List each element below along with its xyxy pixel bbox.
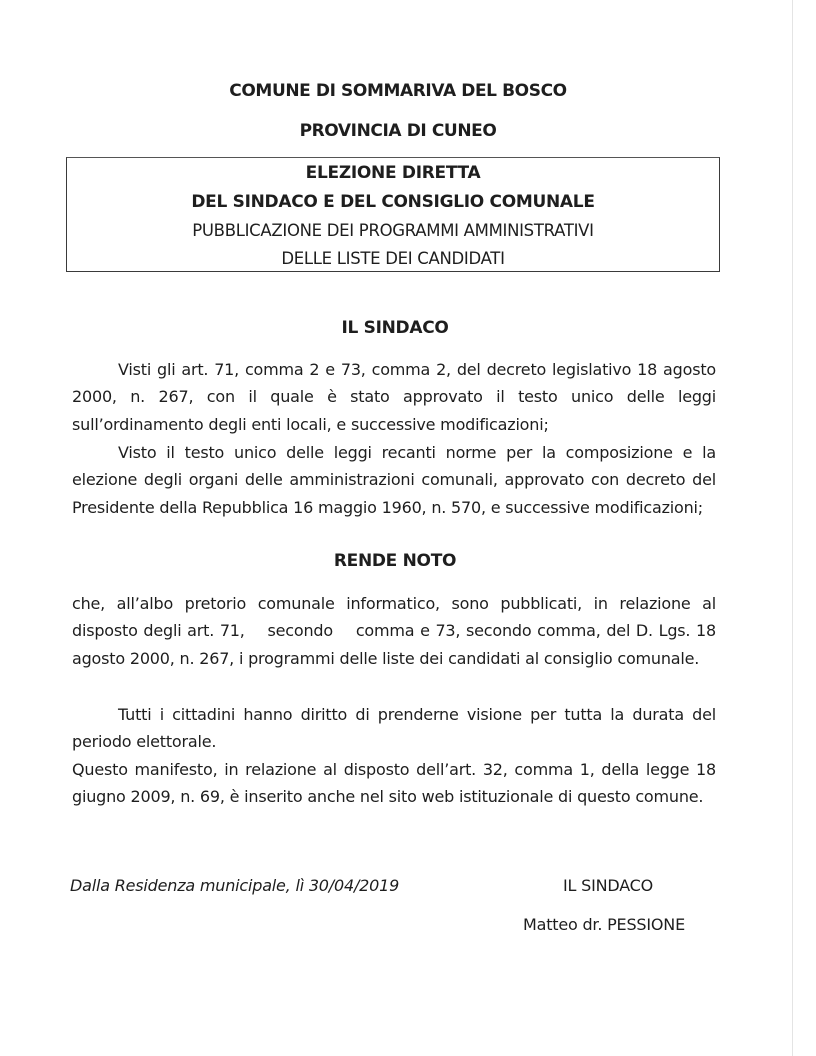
- election-title-box: [66, 157, 720, 272]
- rende-noto-heading: RENDE NOTO: [333, 551, 457, 571]
- page-edge-line: [792, 0, 793, 1056]
- paragraph-visto: Visto il testo unico delle leggi recanti norme per la composizione e la elezione degli organi delle amministrazioni comunali, approvato con decreto del Presidente della Repubblica 16 maggio 1960, n. 570, e successive modificazioni;: [72, 443, 716, 517]
- box-subtitle-line-2: DELLE LISTE DEI CANDIDATI: [281, 249, 505, 268]
- signature-name: Matteo dr. PESSIONE: [523, 915, 685, 934]
- sindaco-heading: IL SINDACO: [341, 318, 449, 338]
- signature-title: IL SINDACO: [563, 876, 654, 895]
- paragraph-pubblicazione: che, all’albo pretorio comunale informatico, sono pubblicati, in relazione al disposto degli art. 71, secondo comma e 73, secondo comma, del D. Lgs. 18 agosto 2000, n. 267, i programmi delle liste dei candidati al consiglio comunale.: [72, 594, 721, 668]
- municipality-heading: COMUNE DI SOMMARIVA DEL BOSCO: [229, 81, 567, 101]
- province-heading: PROVINCIA DI CUNEO: [299, 121, 497, 141]
- box-title-line-1: ELEZIONE DIRETTA: [305, 163, 481, 183]
- box-subtitle-line-1: PUBBLICAZIONE DEI PROGRAMMI AMMINISTRATIVI: [192, 221, 594, 240]
- paragraph-manifesto: Questo manifesto, in relazione al disposto dell’art. 32, comma 1, della legge 18 giugno 2009, n. 69, è inserito anche nel sito web istituzionale di questo comune.: [72, 760, 716, 807]
- paragraph-cittadini: Tutti i cittadini hanno diritto di prenderne visione per tutta la durata del periodo elettorale.: [72, 705, 716, 752]
- place-date: Dalla Residenza municipale, lì 30/04/2019: [70, 876, 400, 895]
- box-title-line-2: DEL SINDACO E DEL CONSIGLIO COMUNALE: [191, 192, 595, 212]
- paragraph-visti: Visti gli art. 71, comma 2 e 73, comma 2, del decreto legislativo 18 agosto 2000, n. 267, con il quale è stato approvato il testo unico delle leggi sull’ordinamento degli enti locali, e successive modificazioni;: [72, 360, 716, 434]
